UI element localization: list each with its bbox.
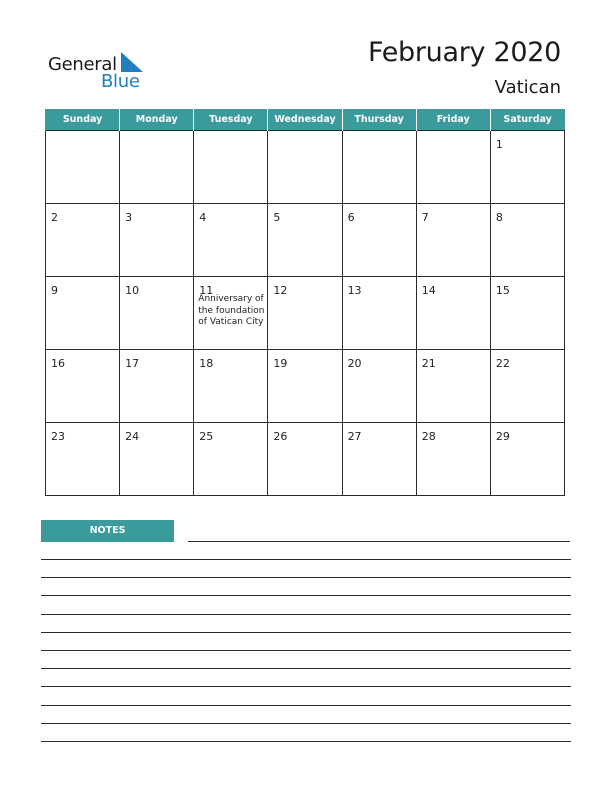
calendar-day-cell (342, 350, 416, 423)
brand-logo (48, 50, 148, 94)
notes-line (41, 559, 571, 560)
day-number: 8 (495, 211, 503, 224)
calendar-week-row (46, 423, 565, 496)
notes-line (41, 614, 571, 615)
calendar-body (46, 131, 565, 496)
calendar-day-cell (46, 277, 120, 350)
day-number: 3 (125, 211, 133, 224)
calendar-day-cell (194, 277, 268, 350)
calendar-week-row (46, 350, 565, 423)
day-number: 14 (421, 284, 436, 297)
calendar-day-cell (194, 204, 268, 277)
calendar-day-cell (342, 277, 416, 350)
day-number: 7 (421, 211, 429, 224)
day-number: 9 (51, 284, 58, 297)
weekday-sunday: Sunday (46, 109, 120, 131)
calendar-day-cell (268, 204, 342, 277)
day-number: 27 (347, 430, 362, 443)
weekday-wednesday: Wednesday (268, 109, 342, 131)
page-title: February 2020 (367, 37, 561, 68)
calendar-empty-cell (46, 131, 120, 204)
calendar-day-cell (416, 277, 490, 350)
country-label: Vatican (494, 77, 561, 98)
day-number: 23 (51, 430, 65, 443)
day-number: 29 (495, 430, 510, 443)
day-number: 19 (273, 357, 288, 370)
day-number: 24 (125, 430, 140, 443)
day-number: 4 (199, 211, 207, 224)
calendar-day-cell (342, 204, 416, 277)
calendar-empty-cell (120, 131, 194, 204)
day-number: 22 (495, 357, 510, 370)
notes-line (41, 705, 571, 706)
calendar-day-cell (342, 423, 416, 496)
calendar-day-cell (490, 423, 564, 496)
weekday-monday: Monday (120, 109, 194, 131)
calendar-day-cell (490, 131, 564, 204)
notes-line (41, 723, 571, 724)
day-number: 13 (347, 284, 362, 297)
notes-line (41, 632, 571, 633)
weekday-friday: Friday (416, 109, 490, 131)
weekday-tuesday: Tuesday (194, 109, 268, 131)
calendar-week-row (46, 131, 565, 204)
day-number: 15 (495, 284, 510, 297)
calendar-day-cell (490, 277, 564, 350)
day-number: 12 (273, 284, 288, 297)
day-number: 28 (421, 430, 436, 443)
day-number: 21 (421, 357, 436, 370)
notes-line (41, 668, 571, 669)
notes-line (188, 541, 570, 542)
calendar-empty-cell (342, 131, 416, 204)
calendar-day-cell (120, 423, 194, 496)
calendar-week-row (46, 204, 565, 277)
day-number: 10 (125, 284, 140, 297)
calendar-day-cell (416, 423, 490, 496)
calendar-day-cell (490, 204, 564, 277)
weekday-header-row (46, 109, 565, 131)
day-number: 18 (199, 357, 214, 370)
day-number: 5 (273, 211, 281, 224)
calendar-week-row (46, 277, 565, 350)
day-number: 1 (495, 138, 503, 151)
calendar-empty-cell (268, 131, 342, 204)
notes-line (41, 595, 571, 596)
calendar-grid (45, 109, 565, 496)
calendar-day-cell (194, 423, 268, 496)
brand-name-blue: Blue (101, 71, 140, 92)
calendar-day-cell (416, 204, 490, 277)
calendar-day-cell (490, 350, 564, 423)
day-number: 26 (273, 430, 288, 443)
calendar-day-cell (194, 350, 268, 423)
day-number: 6 (347, 211, 355, 224)
weekday-thursday: Thursday (342, 109, 416, 131)
brand-triangle-icon (121, 52, 143, 72)
day-number: 17 (125, 357, 140, 370)
calendar-empty-cell (194, 131, 268, 204)
calendar-day-cell (120, 204, 194, 277)
brand-name-general: General (48, 54, 117, 75)
notes-line (41, 577, 571, 578)
calendar-day-cell (120, 350, 194, 423)
calendar-day-cell (416, 350, 490, 423)
calendar-day-cell (268, 277, 342, 350)
holiday-event: Anniversary of the foundation of Vatican City (198, 294, 265, 327)
calendar-day-cell (46, 423, 120, 496)
notes-label: NOTES (41, 520, 174, 542)
notes-line (41, 741, 571, 742)
day-number: 2 (51, 211, 58, 224)
calendar-day-cell (46, 204, 120, 277)
calendar-day-cell (268, 423, 342, 496)
day-number: 16 (51, 357, 65, 370)
calendar-empty-cell (416, 131, 490, 204)
notes-line (41, 686, 571, 687)
calendar-day-cell (268, 350, 342, 423)
day-number: 11 (199, 284, 214, 297)
day-number: 20 (347, 357, 362, 370)
calendar-day-cell (120, 277, 194, 350)
calendar-day-cell (46, 350, 120, 423)
weekday-saturday: Saturday (490, 109, 564, 131)
day-number: 25 (199, 430, 214, 443)
notes-line (41, 650, 571, 651)
